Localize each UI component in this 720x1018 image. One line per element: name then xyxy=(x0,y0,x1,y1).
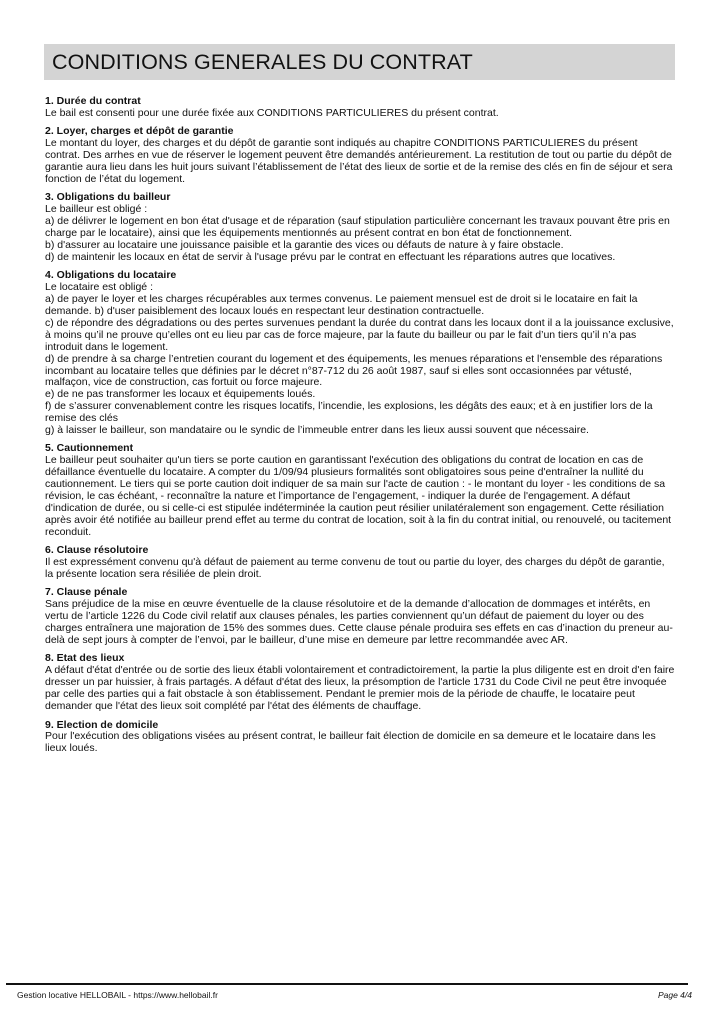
section-paragraph: f) de s’assurer convenablement contre les risques locatifs, l’incendie, les explosions, les dégâts des eaux; et à en justifier lors de la remise des clés xyxy=(45,400,653,425)
section-paragraph: b) d'assurer au locataire une jouissance paisible et la garantie des vices ou défauts de nature à y faire obstacle. xyxy=(45,238,564,251)
section-paragraph: g) à laisser le bailleur, son mandataire ou le syndic de l’immeuble entrer dans les lieux aussi souvent que nécessaire. xyxy=(45,424,589,437)
section-5 xyxy=(45,443,675,538)
section-paragraph: Le bail est consenti pour une durée fixée aux CONDITIONS PARTICULIERES du présent contrat. xyxy=(45,106,499,119)
section-9 xyxy=(45,720,675,756)
section-paragraph: Le locataire est obligé : xyxy=(45,281,153,294)
section-8 xyxy=(45,653,675,713)
section-heading: 9. Election de domicile xyxy=(45,718,159,731)
footer-page-number: Page 4/4 xyxy=(657,990,692,1000)
section-paragraph: a) de délivrer le logement en bon état d'usage et de réparation (sauf stipulation particulière concernant les travaux pouvant être pris en charge par le locataire), ainsi que les équipements mentionnés au présent contrat en bon état de fonctionnement. xyxy=(45,215,670,240)
section-paragraph: d) de maintenir les locaux en état de servir à l'usage prévu par le contrat en effectuant les réparations autres que locatives. xyxy=(45,250,616,263)
section-paragraph: d) de prendre à sa charge l’entretien courant du logement et des équipements, les menues réparations et l'ensemble des réparations incombant au locataire telles que définies par le décret n°87-712 du 26 août 1987, sauf si elles sont occasionnées par vétusté, malfaçon, vice de construction, cas fortuit ou force majeure. xyxy=(45,352,663,389)
page-title: CONDITIONS GENERALES DU CONTRAT xyxy=(52,50,473,74)
section-heading: 1. Durée du contrat xyxy=(45,95,141,107)
section-heading: 8. Etat des lieux xyxy=(45,652,125,665)
section-1 xyxy=(45,96,675,120)
section-heading: 4. Obligations du locataire xyxy=(45,269,177,282)
section-paragraph: c) de répondre des dégradations ou des pertes survenues pendant la durée du contrat dans les locaux dont il a la jouissance exclusive, à moins qu’il ne prouve qu’elles ont eu lieu par cas de force majeure, par la faute du bailleur ou par le fait d’un tiers qu’il n’a pas introduit dans le logement. xyxy=(45,316,674,353)
section-paragraph: Il est expressément convenu qu'à défaut de paiement au terme convenu de tout ou partie du loyer, des charges du dépôt de garantie, la présente location sera résiliée de plein droit. xyxy=(45,556,665,581)
section-4 xyxy=(45,270,675,437)
section-heading: 6. Clause résolutoire xyxy=(45,544,149,557)
section-heading: 5. Cautionnement xyxy=(45,442,134,455)
section-heading: 7. Clause pénale xyxy=(45,586,128,599)
section-paragraph: Pour l'exécution des obligations visées au présent contrat, le bailleur fait élection de domicile en sa demeure et le locataire dans les lieux loués. xyxy=(45,730,656,755)
section-3 xyxy=(45,192,675,263)
section-2 xyxy=(45,126,675,186)
contract-conditions xyxy=(45,96,675,762)
section-paragraph: Le bailleur est obligé : xyxy=(45,203,148,216)
section-heading: 2. Loyer, charges et dépôt de garantie xyxy=(45,125,234,138)
footer-divider xyxy=(6,983,688,985)
footer-site-info: Gestion locative HELLOBAIL - https://www.hellobail.fr xyxy=(17,990,218,1000)
section-7 xyxy=(45,587,675,647)
section-paragraph: a) de payer le loyer et les charges récupérables aux termes convenus. Le paiement mensuel est de droit si le locataire en fait la demande. b) d'user paisiblement des locaux loués en respectant leur destination contractuelle. xyxy=(45,293,638,317)
title-bar xyxy=(44,44,675,80)
section-6 xyxy=(45,545,675,581)
section-heading: 3. Obligations du bailleur xyxy=(45,191,171,204)
section-paragraph: Le bailleur peut souhaiter qu'un tiers se porte caution en garantissant l'exécution des obligations du contrat de location en cas de défaillance éventuelle du locataire. A compter du 1/09/94 plusieurs formalités sont obligatoires sous peine d'entraîner la nullité du cautionnement. Le tiers qui se porte caution doit indiquer de sa main sur l'acte de caution : - le montant du loyer - les conditions de sa révision, le cas échéant, - reconnaître la nature et l’importance de l’engagement, - indiquer la durée de l'engagement. A défaut d'indication de durée, ou si celle-ci est stipulée indéterminée la caution peut résilier unilatéralement son engagement. Cette résiliation après avoir été notifiée au bailleur prend effet au terme du contrat de location, soit à la fin du contrat initial, ou renouvelé, ou tacitement reconduit. xyxy=(45,454,672,538)
section-paragraph: Le montant du loyer, des charges et du dépôt de garantie sont indiqués au chapitre CONDITIONS PARTICULIERES du présent contrat. Des arrhes en vue de réserver le logement peuvent être demandés antérieurement. La restitution de tout ou partie du dépôt de garantie aura lieu dans les huit jours suivant l’établissement de l’état des lieux de sortie et de la remise des clés en fin de séjour et sera fonction de l’état du logement. xyxy=(45,137,673,185)
section-paragraph: e) de ne pas transformer les locaux et équipements loués. xyxy=(45,388,316,401)
section-paragraph: A défaut d'état d'entrée ou de sortie des lieux établi volontairement et contradictoirement, la partie la plus diligente est en droit d'en faire dresser un par huissier, à frais partagés. A défaut d'état des lieux, la présomption de l'article 1731 du Code Civil ne peut être invoquée par celle des parties qui a fait obstacle à son établissement. Pendant le premier mois de la période de chauffe, le locataire peut demander que l'état des lieux soit complété par l'état des éléments de chauffage. xyxy=(45,664,675,713)
section-paragraph: Sans préjudice de la mise en œuvre éventuelle de la clause résolutoire et de la demande d’allocation de dommages et intérêts, en vertu de l’article 1226 du Code civil relatif aux clauses pénales, les parties conviennent qu’un défaut de paiement du loyer ou des charges entraînera une majoration de 15% des sommes dues. Cette clause pénale produira ses effets en cas d’inaction du preneur au-delà de sept jours à compter de l’envoi, par le bailleur, d’une mise en demeure par lettre recommandée avec AR. xyxy=(45,598,673,647)
